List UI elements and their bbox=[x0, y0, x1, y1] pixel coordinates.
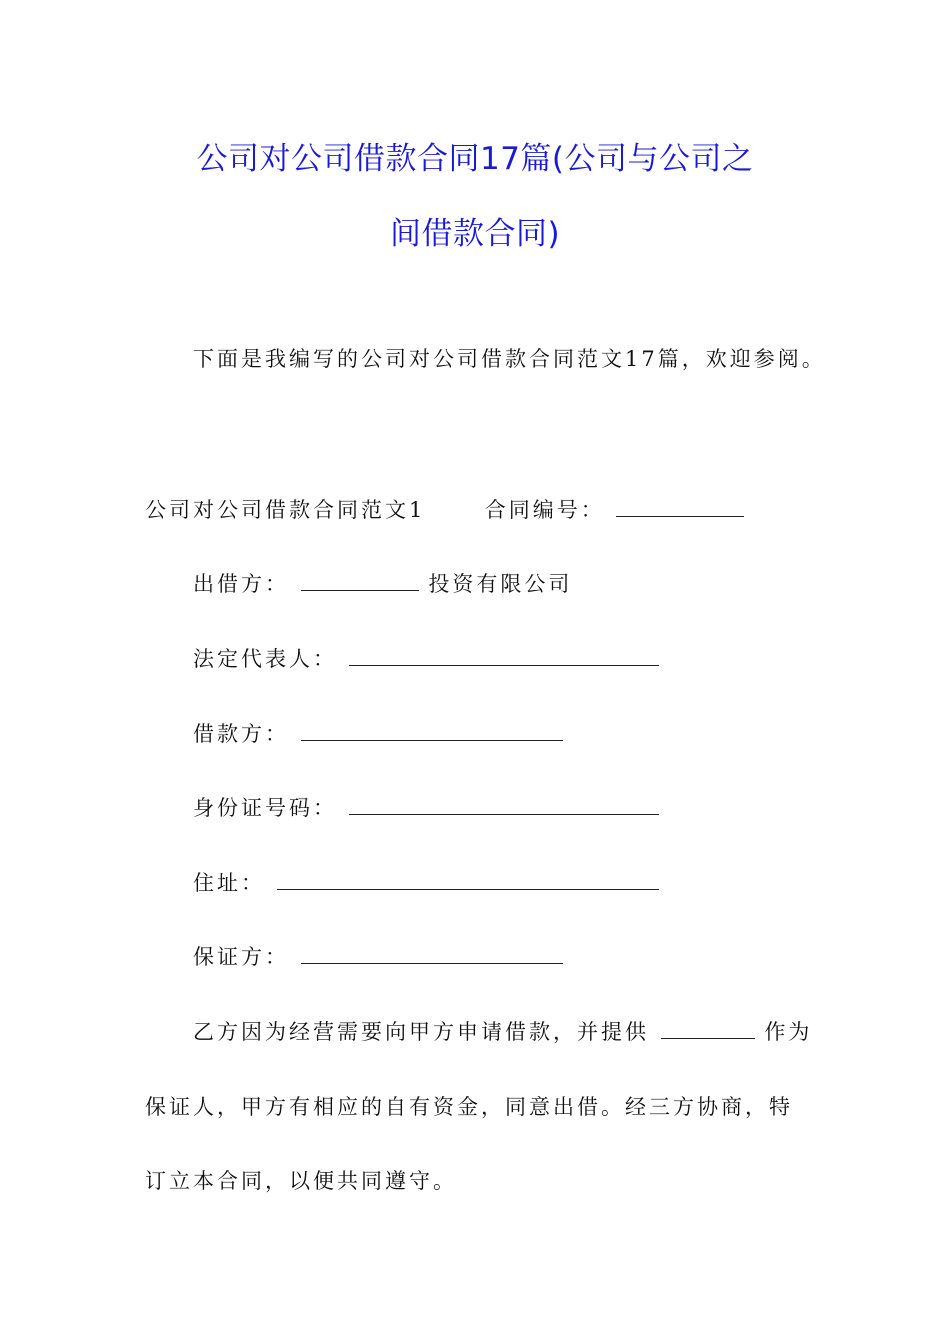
guarantee-blank bbox=[661, 1018, 755, 1039]
body-text-1b: 作为 bbox=[764, 1020, 813, 1044]
lender-blank bbox=[301, 570, 419, 591]
document-title-line-1: 公司对公司借款合同17篇(公司与公司之 bbox=[196, 141, 754, 177]
address-label: 住址： bbox=[193, 871, 265, 895]
body-text-1a: 乙方因为经营需要向甲方申请借款，并提供 bbox=[193, 1020, 649, 1044]
id-number-line bbox=[193, 793, 659, 823]
body-paragraph-line-1 bbox=[193, 1017, 812, 1047]
lender-label: 出借方： bbox=[193, 572, 289, 596]
lender-suffix: 投资有限公司 bbox=[428, 572, 573, 596]
contract-header-line bbox=[145, 495, 744, 525]
legal-rep-label: 法定代表人： bbox=[193, 647, 337, 671]
section-heading: 公司对公司借款合同范文1 bbox=[145, 498, 426, 522]
lender-line bbox=[193, 569, 572, 599]
document-title-line-2: 间借款合同) bbox=[389, 216, 561, 252]
borrower-line bbox=[193, 719, 563, 749]
body-paragraph-line-3: 订立本合同，以便共同遵守。 bbox=[145, 1169, 457, 1193]
address-blank bbox=[277, 869, 659, 890]
guarantor-line bbox=[193, 942, 563, 972]
contract-number-blank bbox=[616, 496, 744, 517]
legal-rep-blank bbox=[349, 645, 659, 666]
id-number-blank bbox=[349, 794, 659, 815]
guarantor-blank bbox=[301, 943, 563, 964]
borrower-label: 借款方： bbox=[193, 722, 289, 746]
body-paragraph-line-2: 保证人，甲方有相应的自有资金，同意出借。经三方协商，特 bbox=[145, 1095, 793, 1119]
legal-rep-line bbox=[193, 644, 659, 674]
contract-number-label: 合同编号： bbox=[484, 498, 605, 522]
borrower-blank bbox=[301, 720, 563, 741]
intro-paragraph: 下面是我编写的公司对公司借款合同范文17篇，欢迎参阅。 bbox=[193, 347, 826, 371]
id-number-label: 身份证号码： bbox=[193, 796, 337, 820]
address-line bbox=[193, 868, 659, 898]
guarantor-label: 保证方： bbox=[193, 945, 289, 969]
